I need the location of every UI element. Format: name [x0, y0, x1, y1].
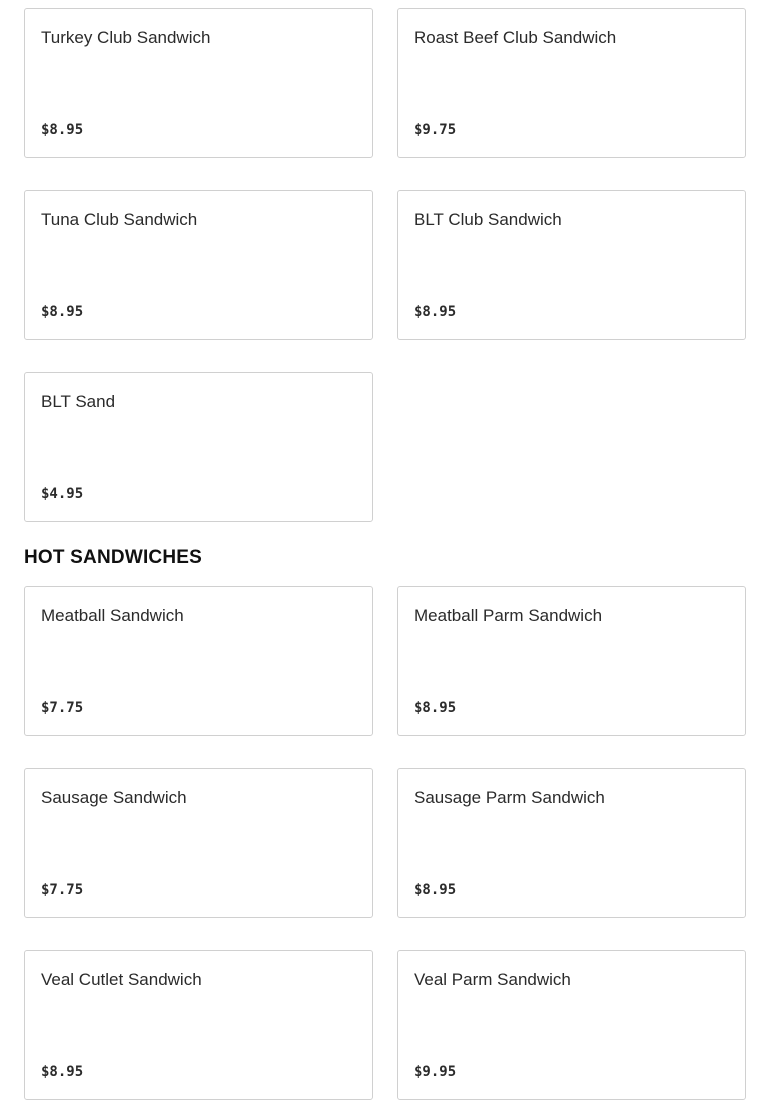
item-name: Meatball Sandwich [41, 606, 184, 625]
menu-item-card[interactable] [24, 586, 373, 736]
item-name: Turkey Club Sandwich [41, 28, 211, 47]
menu-item-card[interactable] [397, 8, 746, 158]
item-name: Veal Parm Sandwich [414, 970, 571, 989]
item-price: $8.95 [41, 122, 84, 138]
item-price: $7.75 [41, 700, 84, 716]
item-name: Tuna Club Sandwich [41, 210, 198, 229]
item-price: $9.75 [414, 122, 457, 138]
item-price: $8.95 [414, 882, 457, 898]
menu-item-card[interactable] [24, 190, 373, 340]
item-name: BLT Club Sandwich [414, 210, 562, 229]
menu-item-card[interactable] [397, 586, 746, 736]
item-price: $8.95 [41, 1064, 84, 1080]
item-name: BLT Sand [41, 392, 116, 411]
section-heading-hot-sandwiches: HOT SANDWICHES [24, 547, 203, 568]
menu-item-card[interactable] [24, 768, 373, 918]
menu-item-card[interactable] [397, 768, 746, 918]
item-name: Sausage Parm Sandwich [414, 788, 605, 807]
menu-item-grid [24, 586, 746, 1100]
item-price: $4.95 [41, 486, 84, 502]
item-price: $8.95 [414, 304, 457, 320]
item-name: Meatball Parm Sandwich [414, 606, 603, 625]
item-price: $9.95 [414, 1064, 457, 1080]
menu-item-card[interactable] [24, 950, 373, 1100]
menu-item-card[interactable] [397, 190, 746, 340]
item-name: Sausage Sandwich [41, 788, 187, 807]
menu-item-card[interactable] [24, 372, 373, 522]
item-price: $8.95 [41, 304, 84, 320]
item-price: $8.95 [414, 700, 457, 716]
menu-item-card[interactable] [397, 950, 746, 1100]
item-name: Veal Cutlet Sandwich [41, 970, 202, 989]
menu-item-grid [24, 8, 746, 522]
menu-item-card[interactable] [24, 8, 373, 158]
item-price: $7.75 [41, 882, 84, 898]
item-name: Roast Beef Club Sandwich [414, 28, 617, 47]
